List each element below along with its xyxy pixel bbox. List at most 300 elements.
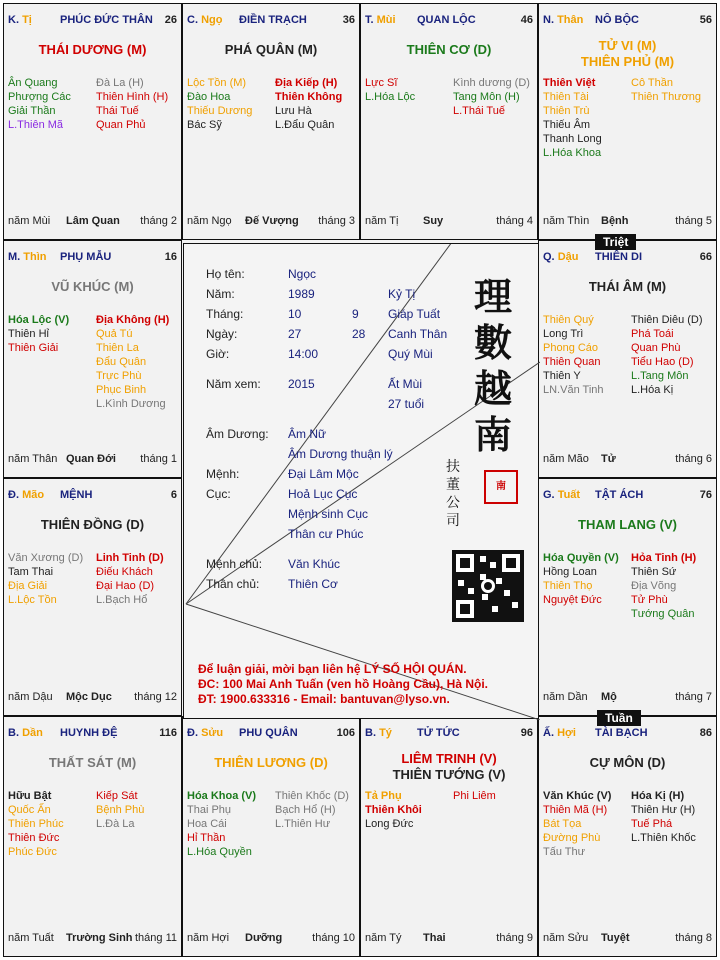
contact-line-2: ĐC: 100 Mai Anh Tuấn (ven hồ Hoàng Cầu), Hà Nội. (198, 677, 489, 691)
palace-name-text: PHỤ MẪU (60, 251, 112, 263)
minor-star: Thiên Trù (543, 105, 590, 117)
can-chi: Giáp Tuất (388, 307, 441, 321)
footer-stage: Đế Vượng (245, 215, 299, 227)
main-star: THIÊN LƯƠNG (D) (214, 755, 328, 770)
main-star: THAM LANG (V) (578, 517, 677, 532)
minor-stars-right (96, 76, 168, 132)
minor-stars-left (8, 551, 83, 607)
branch-prefix: T. (365, 14, 374, 26)
seal-sub-char: 司 (446, 513, 460, 529)
can-chi: Quý Mùi (388, 347, 433, 361)
minor-star: Thiên Quý (543, 314, 594, 326)
palace-footer (8, 453, 177, 467)
palace-number: 56 (699, 14, 712, 26)
footer-month: tháng 5 (675, 215, 712, 227)
palace-footer (187, 215, 355, 229)
palace-header (543, 489, 712, 505)
footer-year: năm Tuất (8, 932, 54, 944)
palace-footer (365, 215, 533, 229)
minor-stars-right (96, 313, 169, 411)
minor-star: Trực Phù (96, 370, 142, 382)
qr-pattern (452, 550, 524, 622)
minor-stars-left (187, 789, 256, 859)
info-value: Âm Nữ (288, 427, 327, 441)
palace-header (365, 727, 533, 743)
palace-branch (8, 14, 32, 26)
branch-prefix: Đ. (8, 489, 19, 501)
minor-stars-left (365, 789, 422, 831)
birth-value-lunar: 28 (352, 327, 366, 341)
palace-number: 36 (342, 14, 355, 26)
birth-label: Họ tên: (206, 267, 245, 281)
main-stars (185, 755, 357, 771)
info-value: Mệnh sinh Cục (288, 507, 369, 521)
main-stars (6, 42, 179, 58)
palace-name-text: ĐIỀN TRẠCH (239, 14, 307, 26)
minor-star: Thiên Quan (543, 356, 601, 368)
qr-code (452, 550, 524, 622)
minor-star: Đào Hoa (187, 91, 231, 103)
footer-stage: Trường Sinh (66, 932, 133, 944)
main-star: LIÊM TRINH (V) (401, 751, 497, 766)
minor-stars-right (275, 789, 349, 831)
minor-stars-right (631, 76, 701, 104)
footer-stage: Mộc Dục (66, 691, 112, 703)
footer-stage: Tuyệt (601, 932, 630, 944)
palace-name (595, 14, 639, 26)
palace-number: 66 (699, 251, 712, 263)
minor-star: Thiên Không (275, 91, 343, 103)
minor-stars-right (631, 313, 703, 397)
footer-year: năm Dậu (8, 691, 53, 703)
minor-star: Phục Binh (96, 384, 147, 396)
minor-star: Quan Phù (631, 342, 681, 354)
minor-star: Tam Thai (8, 566, 54, 578)
minor-star: Hóa Quyền (V) (543, 552, 619, 564)
palace-name-text: TẬT ÁCH (595, 489, 644, 501)
palace-branch (8, 727, 43, 739)
minor-star: Long Trì (543, 328, 584, 340)
footer-stage: Mộ (601, 691, 617, 703)
minor-star: Địa Kiếp (H) (275, 77, 338, 89)
birth-value: Ngọc (288, 267, 317, 281)
footer-year: năm Hợi (187, 932, 230, 944)
footer-year: năm Ngọ (187, 215, 232, 227)
minor-star: Lộc Tồn (M) (187, 77, 247, 89)
minor-star: Thiên Mã (H) (543, 804, 608, 816)
branch-prefix: B. (8, 727, 19, 739)
info-label: Mệnh chủ: (206, 557, 263, 571)
palace-name (239, 727, 298, 739)
palace-suu (182, 716, 360, 957)
main-stars (363, 42, 535, 58)
main-stars (541, 755, 714, 771)
footer-month: tháng 9 (496, 932, 533, 944)
branch-prefix: Q. (543, 251, 555, 263)
contact-line-1: Để luận giải, mời bạn liên hệ LÝ SỐ HỘI QUÁN. (198, 662, 467, 676)
tu-vi-chart (3, 3, 717, 957)
than-marker: THÂN (122, 14, 153, 26)
minor-star: L.Thái Tuế (453, 105, 505, 117)
palace-dau (538, 240, 717, 478)
minor-star: Thiên Giải (8, 342, 59, 354)
palace-name-text: MỆNH (60, 489, 93, 501)
branch-prefix: N. (543, 14, 554, 26)
minor-star: Linh Tinh (D) (96, 552, 164, 564)
can-chi: Ất Mùi (388, 377, 423, 391)
palace-header (8, 14, 177, 30)
branch-name: Mùi (376, 14, 396, 26)
birth-label: Giờ: (206, 347, 230, 361)
minor-star: Thiên Khốc (D) (275, 790, 349, 802)
minor-star: L.Lộc Tồn (8, 594, 57, 606)
main-star: CỰ MÔN (D) (589, 755, 666, 770)
palace-ty (3, 3, 182, 240)
birth-label: Năm xem: (206, 377, 261, 391)
palace-footer (543, 215, 712, 229)
palace-mao (3, 478, 182, 716)
minor-star: Phi Liêm (453, 790, 496, 802)
minor-star: Thiên Sứ (631, 566, 677, 578)
minor-star: Tả Phụ (365, 790, 402, 802)
branch-name: Sửu (201, 727, 224, 739)
footer-month: tháng 7 (675, 691, 712, 703)
info-value: Văn Khúc (288, 557, 341, 571)
palace-name-text: THIÊN DI (595, 251, 643, 263)
minor-star: L.Tang Môn (631, 370, 689, 382)
minor-star: Lực Sĩ (365, 77, 398, 89)
palace-number: 116 (159, 727, 177, 739)
minor-star: Tuế Phá (631, 818, 673, 830)
minor-star: Nguyệt Đức (543, 594, 602, 606)
footer-stage: Bệnh (601, 215, 629, 227)
palace-branch (8, 489, 44, 501)
minor-stars-right (96, 789, 144, 831)
footer-stage: Tử (601, 453, 616, 465)
palace-header (8, 251, 177, 267)
minor-star: Quả Tú (96, 328, 133, 340)
palace-header (8, 489, 177, 505)
minor-stars-left (8, 76, 71, 132)
palace-header (365, 14, 533, 30)
palace-mui (360, 3, 538, 240)
main-stars (6, 755, 179, 771)
minor-star: Thanh Long (543, 133, 602, 145)
minor-star: Thiên Hỉ (8, 328, 49, 340)
minor-star: Thiên Phúc (8, 818, 64, 830)
palace-tuat (538, 478, 717, 716)
main-stars (363, 751, 535, 783)
minor-star: Bạch Hổ (H) (275, 804, 336, 816)
minor-star: L.Hóa Kị (631, 384, 674, 396)
branch-prefix: B. (365, 727, 376, 739)
palace-header (8, 727, 177, 743)
minor-star: Cô Thần (631, 77, 673, 89)
palace-footer (543, 932, 712, 946)
palace-branch (543, 489, 580, 501)
palace-footer (365, 932, 533, 946)
palace-thin (3, 240, 182, 478)
branch-name: Tị (22, 14, 32, 26)
info-value: Thân cư Phúc (288, 527, 364, 541)
birth-label: Năm: (206, 287, 235, 301)
minor-star: Quan Phủ (96, 119, 146, 131)
main-stars (6, 517, 179, 533)
main-stars (541, 279, 714, 295)
main-star: THIÊN PHỦ (M) (580, 54, 675, 69)
minor-stars-left (543, 76, 602, 160)
palace-branch (365, 727, 392, 739)
minor-star: Thiên Việt (543, 77, 596, 89)
palace-name (239, 14, 307, 26)
minor-star: Thiên Khôi (365, 804, 422, 816)
minor-star: Phong Cáo (543, 342, 599, 354)
footer-year: năm Tị (365, 215, 399, 227)
minor-star: Tang Môn (H) (453, 91, 520, 103)
minor-star: Hóa Kị (H) (631, 790, 685, 802)
seal-subtext (446, 458, 460, 530)
footer-month: tháng 6 (675, 453, 712, 465)
palace-branch (365, 14, 396, 26)
palace-number: 16 (164, 251, 177, 263)
footer-stage: Quan Đới (66, 453, 116, 465)
minor-star: Bệnh Phù (96, 804, 145, 816)
palace-footer (187, 932, 355, 946)
main-star: THIÊN CƠ (D) (406, 42, 492, 57)
palace-name (60, 14, 153, 26)
palace-footer (543, 691, 712, 705)
birth-value: 27 (288, 327, 302, 341)
minor-star: Ân Quang (8, 77, 58, 89)
main-star: THÁI DƯƠNG (M) (38, 42, 147, 57)
palace-branch (543, 727, 576, 739)
minor-star: L.Bạch Hổ (96, 594, 148, 606)
minor-star: Kiếp Sát (96, 790, 138, 802)
branch-prefix: C. (187, 14, 198, 26)
minor-star: Địa Không (H) (96, 314, 170, 326)
branch-prefix: Ấ. (543, 727, 554, 739)
minor-star: Thiên Diêu (D) (631, 314, 703, 326)
main-star: THIÊN ĐỒNG (D) (40, 517, 145, 532)
palace-header (187, 14, 355, 30)
minor-star: Giải Thần (8, 105, 56, 117)
minor-star: Kình dương (D) (453, 77, 530, 89)
seal-char: 數 (474, 320, 513, 365)
seal-char: 理 (474, 274, 513, 319)
minor-star: Hỉ Thần (187, 832, 226, 844)
palace-branch (187, 727, 223, 739)
palace-name-text: HUYNH ĐỆ (60, 727, 118, 739)
minor-star: L.Thiên Hư (275, 818, 331, 830)
branch-name: Dậu (557, 251, 579, 263)
branch-name: Mão (22, 489, 45, 501)
footer-stage: Suy (423, 215, 444, 227)
footer-year: năm Dần (543, 691, 588, 703)
can-chi: Canh Thân (388, 327, 448, 341)
center-panel (183, 243, 539, 719)
palace-footer (8, 215, 177, 229)
branch-name: Hợi (557, 727, 576, 739)
footer-year: năm Mùi (8, 215, 51, 227)
palace-than (538, 3, 717, 240)
minor-star: Hoa Cái (187, 818, 227, 830)
minor-star: Thiên Thọ (543, 580, 593, 592)
minor-star: Hóa Khoa (V) (187, 790, 257, 802)
branch-name: Tuất (557, 489, 581, 501)
birth-value: 10 (288, 307, 302, 321)
minor-star: Long Đức (365, 818, 414, 830)
minor-star: Đà La (H) (96, 77, 144, 89)
footer-month: tháng 8 (675, 932, 712, 944)
minor-stars-left (543, 313, 604, 397)
minor-stars-left (187, 76, 252, 132)
contact-info (198, 662, 488, 707)
minor-star: Địa Giải (8, 580, 48, 592)
minor-star: L.Hóa Khoa (543, 147, 602, 159)
minor-star: Tử Phù (631, 594, 668, 606)
main-star: VŨ KHÚC (M) (51, 279, 134, 294)
palace-name-text: NÔ BỘC (595, 14, 639, 26)
minor-star: Thiếu Dương (187, 105, 253, 117)
footer-year: năm Mão (543, 453, 589, 465)
footer-stage: Lâm Quan (66, 215, 120, 227)
main-star: THIÊN TƯỚNG (V) (392, 767, 506, 782)
can-chi: Kỷ Tị (388, 287, 416, 301)
minor-star: Thiếu Âm (543, 119, 591, 131)
palace-footer (8, 932, 177, 946)
tuan-tag: Tuần (597, 710, 641, 726)
footer-stage: Dưỡng (245, 932, 283, 944)
palace-number: 96 (520, 727, 533, 739)
palace-number: 46 (520, 14, 533, 26)
minor-star: L.Thiên Mã (8, 119, 64, 131)
info-value: Thiên Cơ (288, 577, 338, 591)
minor-stars-left (543, 551, 619, 607)
palace-header (543, 14, 712, 30)
palace-branch (543, 14, 583, 26)
minor-star: Hồng Loan (543, 566, 597, 578)
main-stars (541, 38, 714, 70)
minor-star: Thiên Đức (8, 832, 60, 844)
branch-name: Tý (379, 727, 392, 739)
minor-star: Hỏa Tinh (H) (631, 552, 697, 564)
info-label: Cục: (206, 487, 231, 501)
minor-stars-left (365, 76, 415, 104)
palace-number: 106 (336, 727, 355, 739)
footer-month: tháng 10 (312, 932, 355, 944)
minor-star: Tấu Thư (543, 846, 586, 858)
main-stars (6, 279, 179, 295)
minor-star: Đẩu Quân (96, 356, 147, 368)
palace-header (543, 727, 712, 743)
palace-header (187, 727, 355, 743)
palace-footer (543, 453, 712, 467)
minor-star: L.Đẩu Quân (275, 119, 335, 131)
branch-name: Ngọ (201, 14, 223, 26)
footer-month: tháng 4 (496, 215, 533, 227)
palace-name (417, 14, 476, 26)
info-label: Âm Dương: (206, 427, 269, 441)
footer-year: năm Tý (365, 932, 402, 944)
main-star: THẤT SÁT (M) (48, 755, 137, 770)
palace-name-text: TÀI BẠCH (595, 727, 648, 739)
minor-star: L.Thiên Khốc (631, 832, 696, 844)
minor-star: Hóa Lộc (V) (8, 314, 70, 326)
palace-name-text: PHÚC ĐỨC (60, 14, 120, 26)
info-label: Thân chủ: (206, 577, 260, 591)
birth-value: 2015 (288, 377, 315, 391)
minor-stars-left (543, 789, 611, 859)
birth-label: Tháng: (206, 307, 244, 321)
minor-star: Văn Xương (D) (8, 552, 84, 564)
seal-calligraphy (474, 274, 512, 458)
palace-name-text: PHU QUÂN (239, 727, 298, 739)
minor-stars-right (631, 551, 696, 621)
footer-month: tháng 2 (140, 215, 177, 227)
minor-star: Thiên Hư (H) (631, 804, 696, 816)
minor-stars-right (275, 76, 342, 132)
seal-char: 越 (474, 366, 513, 411)
main-star: TỬ VI (M) (598, 38, 657, 53)
palace-header (543, 251, 712, 267)
footer-month: tháng 3 (318, 215, 355, 227)
palace-number: 26 (164, 14, 177, 26)
footer-stage: Thai (423, 932, 446, 944)
minor-star: L.Hóa Lộc (365, 91, 416, 103)
palace-number: 76 (699, 489, 712, 501)
palace-dan (3, 716, 182, 957)
minor-stars-left (8, 313, 69, 355)
birth-value-lunar: 9 (352, 307, 359, 321)
footer-month: tháng 1 (140, 453, 177, 465)
minor-star: L.Đà La (96, 818, 135, 830)
minor-star: Thái Tuế (96, 105, 139, 117)
palace-name (595, 489, 643, 501)
birth-label: Ngày: (206, 327, 238, 341)
branch-name: Dần (22, 727, 43, 739)
minor-stars-right (453, 789, 496, 803)
minor-star: Đại Hao (D) (96, 580, 155, 592)
minor-star: Hữu Bật (8, 790, 52, 802)
palace-name (60, 727, 117, 739)
birth-value: 14:00 (288, 347, 319, 361)
footer-month: tháng 12 (134, 691, 177, 703)
seal-sub-char: 扶 (446, 459, 460, 475)
footer-year: năm Sửu (543, 932, 589, 944)
minor-stars-right (96, 551, 164, 607)
info-value: Đại Lâm Mộc (288, 467, 359, 481)
info-value: Hoả Lục Cục (288, 487, 358, 501)
palace-name-text: TỬ TỨC (417, 727, 460, 739)
branch-prefix: K. (8, 14, 19, 26)
palace-name (60, 489, 92, 501)
palace-name (595, 251, 642, 263)
minor-star: Thiên La (96, 342, 139, 354)
minor-star: Thiên Tài (543, 91, 589, 103)
palace-footer (8, 691, 177, 705)
branch-prefix: G. (543, 489, 555, 501)
info-label: Mệnh: (206, 467, 240, 481)
main-stars (541, 517, 714, 533)
palace-branch (187, 14, 222, 26)
seal-char: 南 (474, 412, 513, 457)
minor-star: Phúc Đức (8, 846, 57, 858)
palace-name (417, 727, 460, 739)
palace-name-text: QUAN LỘC (417, 14, 476, 26)
minor-star: LN.Văn Tinh (543, 384, 604, 396)
minor-star: Tiểu Hao (D) (631, 356, 694, 368)
minor-star: Thiên Thương (631, 91, 702, 103)
